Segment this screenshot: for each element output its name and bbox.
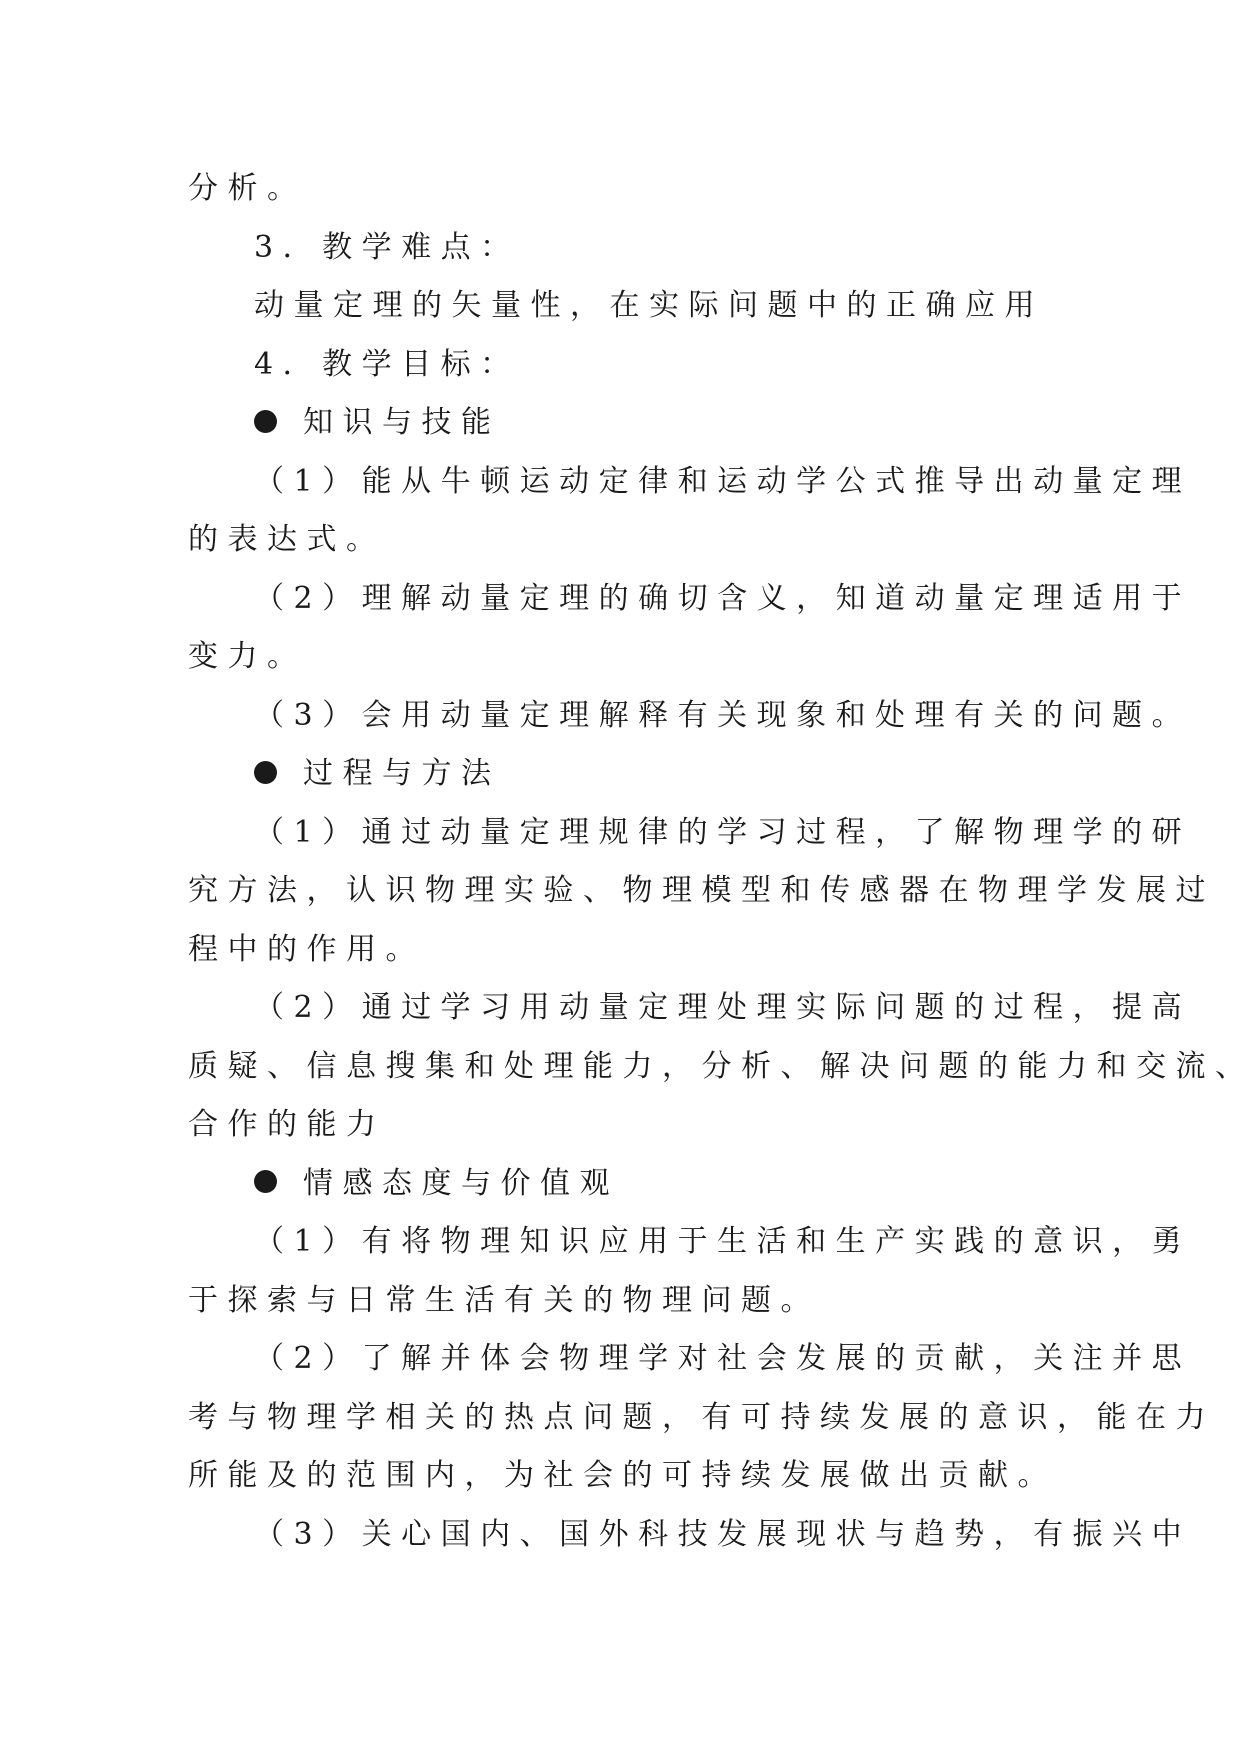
bullet-heading xyxy=(188,745,1058,804)
heading-text: 4．教学目标： xyxy=(254,346,520,382)
line-text: 程中的作用。 xyxy=(188,931,425,967)
section-heading xyxy=(188,336,1058,395)
heading-text: 3．教学难点： xyxy=(254,229,520,265)
line-text: （2）理解动量定理的确切含义，知道动量定理适用于 xyxy=(254,580,1192,616)
line-text: 于探索与日常生活有关的物理问题。 xyxy=(188,1282,820,1318)
bullet-heading xyxy=(188,1155,1058,1214)
paragraph-line xyxy=(188,277,1058,336)
line-text: （3）关心国内、国外科技发展现状与趋势，有振兴中 xyxy=(254,1516,1192,1552)
paragraph-line xyxy=(188,453,1192,512)
paragraph-line xyxy=(188,1038,1255,1097)
line-text: （1）通过动量定理规律的学习过程，了解物理学的研 xyxy=(254,814,1192,850)
paragraph-line xyxy=(188,979,1192,1038)
line-text: （1）能从牛顿运动定律和运动学公式推导出动量定理 xyxy=(254,463,1192,499)
bullet-heading xyxy=(188,394,1058,453)
paragraph-line xyxy=(188,1447,1058,1506)
paragraph-line xyxy=(188,862,1215,921)
line-text: 变力。 xyxy=(188,639,307,674)
line-text: （2）通过学习用动量定理处理实际问题的过程，提高 xyxy=(254,990,1192,1025)
paragraph-line xyxy=(188,570,1192,629)
line-text: （3）会用动量定理解释有关现象和处理有关的问题。 xyxy=(254,697,1192,733)
paragraph-line xyxy=(188,160,1058,219)
line-text: 分析。 xyxy=(188,171,307,206)
paragraph-line xyxy=(188,1096,1058,1155)
line-text: 合作的能力 xyxy=(188,1107,386,1142)
paragraph-line xyxy=(188,1506,1192,1565)
paragraph-line xyxy=(188,687,1192,746)
paragraph-line xyxy=(188,921,1058,980)
paragraph-line xyxy=(188,511,1058,570)
paragraph-line xyxy=(188,1272,1058,1331)
bullet-icon xyxy=(254,410,277,433)
document-page xyxy=(188,160,1255,1564)
line-text: （2）了解并体会物理学对社会发展的贡献，关注并思 xyxy=(254,1341,1192,1376)
line-text: 的表达式。 xyxy=(188,522,386,557)
paragraph-line xyxy=(188,1389,1215,1448)
line-text: 考与物理学相关的热点问题，有可持续发展的意识，能在力 xyxy=(188,1399,1215,1435)
bullet-icon xyxy=(254,761,277,784)
bullet-text: 知识与技能 xyxy=(303,405,501,440)
paragraph-line xyxy=(188,628,1058,687)
paragraph-line xyxy=(188,804,1192,863)
paragraph-line xyxy=(188,1213,1192,1272)
line-text: （1）有将物理知识应用于生活和生产实践的意识，勇 xyxy=(254,1224,1192,1259)
section-heading xyxy=(188,219,1058,278)
line-text: 质疑、信息搜集和处理能力，分析、解决问题的能力和交流、 xyxy=(188,1048,1255,1084)
bullet-text: 过程与方法 xyxy=(303,756,501,791)
line-text: 动量定理的矢量性，在实际问题中的正确应用 xyxy=(254,288,1044,323)
bullet-icon xyxy=(254,1170,277,1193)
line-text: 究方法，认识物理实验、物理模型和传感器在物理学发展过 xyxy=(188,873,1215,908)
bullet-text: 情感态度与价值观 xyxy=(303,1165,619,1201)
line-text: 所能及的范围内，为社会的可持续发展做出贡献。 xyxy=(188,1458,1057,1493)
paragraph-line xyxy=(188,1330,1192,1389)
